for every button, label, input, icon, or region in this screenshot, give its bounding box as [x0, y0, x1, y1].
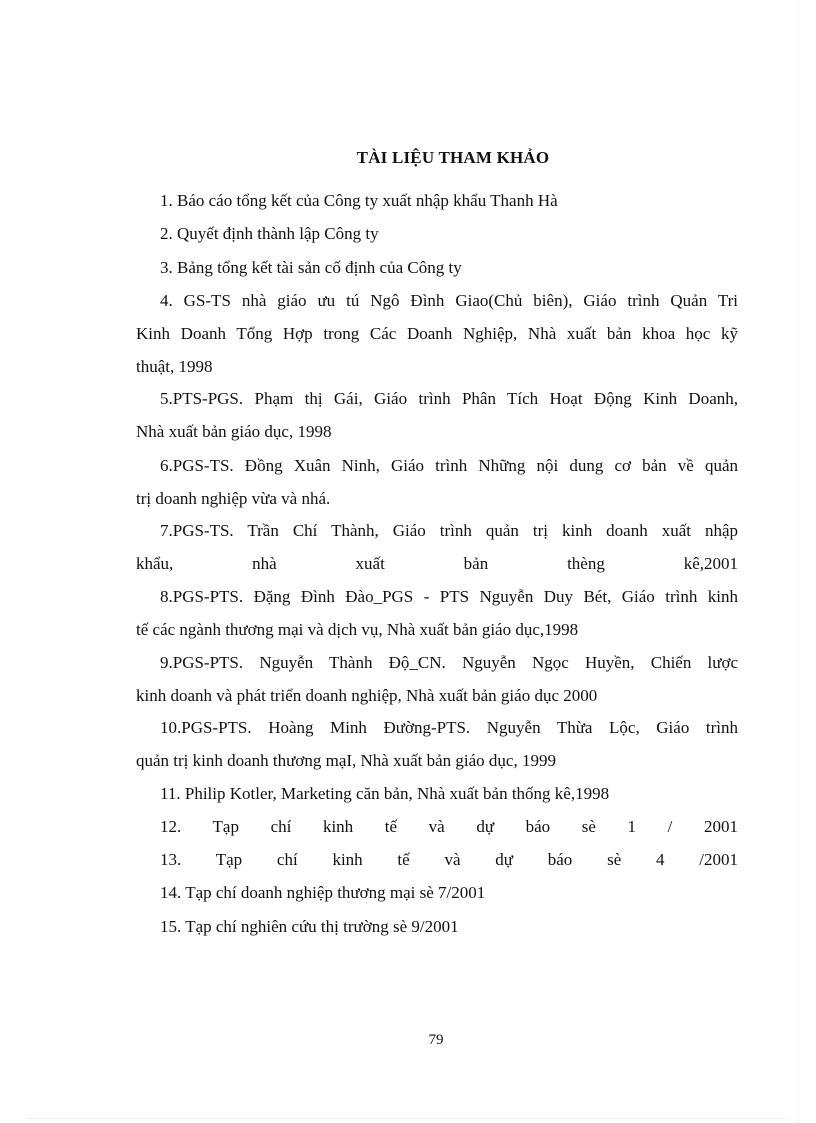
reference-line: 10.PGS-PTS. Hoàng Minh Đường-PTS. Nguyễn Thừa Lộc, Giáo trình — [160, 718, 738, 737]
reference-item — [136, 711, 738, 777]
reference-line: 8.PGS-PTS. Đặng Đình Đào_PGS - PTS Nguyễn Duy Bét, Giáo trình kinh — [160, 587, 738, 606]
reference-line: 1. Báo cáo tổng kết của Công ty xuất nhập khẩu Thanh Hà — [160, 191, 558, 210]
reference-line: 4. GS-TS nhà giáo ưu tú Ngô Đình Giao(Chủ biên), Giáo trình Quản Tri — [160, 291, 738, 310]
reference-line: 15. Tạp chí nghiên cứu thị trường sè 9/2001 — [160, 917, 459, 936]
reference-line: Kinh Doanh Tổng Hợp trong Các Doanh Nghiệp, Nhà xuất bản khoa học kỹ — [136, 324, 738, 343]
reference-item — [136, 514, 738, 580]
reference-line: 11. Philip Kotler, Marketing căn bản, Nhà xuất bản thống kê,1998 — [160, 784, 610, 803]
reference-item — [136, 777, 738, 810]
reference-item — [136, 251, 738, 284]
reference-item — [136, 646, 738, 712]
reference-line: 7.PGS-TS. Trần Chí Thành, Giáo trình quản trị kinh doanh xuất nhập — [160, 521, 738, 540]
page-bottom-divider — [28, 1118, 788, 1119]
reference-line: 9.PGS-PTS. Nguyễn Thành Độ_CN. Nguyễn Ngọc Huyền, Chiến lược — [160, 653, 738, 672]
reference-line: 2. Quyết định thành lập Công ty — [160, 224, 379, 243]
reference-item — [136, 217, 738, 250]
reference-line: 14. Tạp chí doanh nghiệp thương mại sè 7/2001 — [160, 883, 486, 902]
reference-line: 12. Tạp chí kinh tế và dự báo sè 1 / 2001 — [160, 817, 738, 836]
page-number: 79 — [428, 1032, 444, 1048]
reference-item — [136, 843, 738, 876]
reference-line: quản trị kinh doanh thương mạI, Nhà xuất bản giáo dục, 1999 — [136, 751, 556, 770]
reference-item — [136, 449, 738, 515]
reference-item — [136, 910, 738, 943]
reference-line: 3. Bảng tổng kết tài sản cố định của Công ty — [160, 258, 462, 277]
reference-line: kinh doanh và phát triển doanh nghiệp, Nhà xuất bản giáo dục 2000 — [136, 686, 598, 705]
reference-item — [136, 580, 738, 646]
reference-line: khẩu, nhà xuất bản thèng kê,2001 — [136, 554, 738, 573]
reference-line: tế các ngành thương mại và dịch vụ, Nhà xuất bản giáo dục,1998 — [136, 620, 579, 639]
page-right-divider — [797, 0, 798, 1123]
page-title: TÀI LIỆU THAM KHẢO — [356, 148, 550, 167]
reference-item — [136, 382, 738, 448]
reference-line: thuật, 1998 — [136, 357, 213, 376]
reference-line: 6.PGS-TS. Đồng Xuân Ninh, Giáo trình Những nội dung cơ bản về quản — [160, 456, 738, 475]
reference-item — [136, 284, 738, 383]
reference-item — [136, 876, 738, 909]
reference-line: 13. Tạp chí kinh tế và dự báo sè 4 /2001 — [160, 850, 738, 869]
reference-item — [136, 810, 738, 843]
reference-line: trị doanh nghiệp vừa và nhá. — [136, 489, 331, 508]
reference-item — [136, 184, 738, 217]
reference-line: Nhà xuất bản giáo dục, 1998 — [136, 422, 332, 441]
reference-line: 5.PTS-PGS. Phạm thị Gái, Giáo trình Phân Tích Hoạt Động Kinh Doanh, — [160, 389, 738, 408]
